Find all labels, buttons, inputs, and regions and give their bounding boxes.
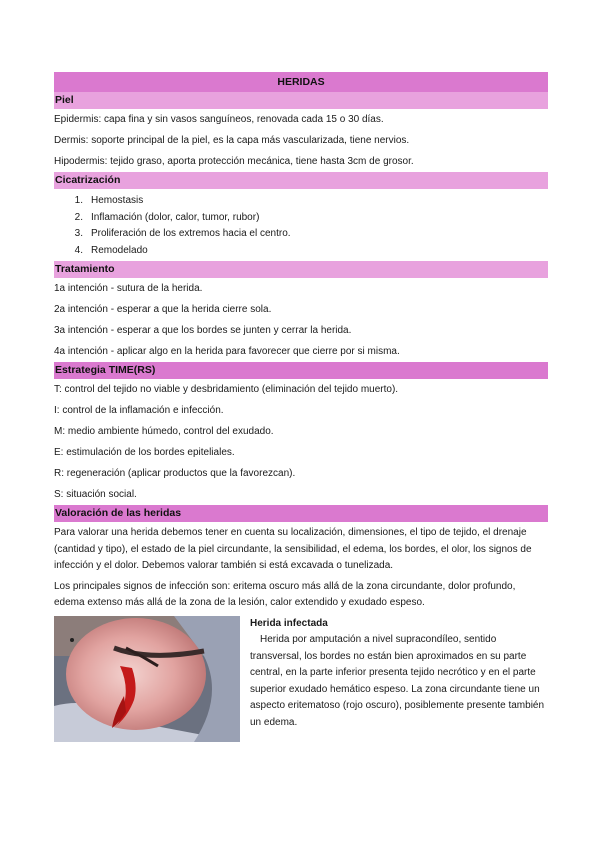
list-number: 3. — [74, 228, 83, 239]
section-heading-piel: Piel — [54, 92, 548, 109]
time-line: R: regeneración (aplicar productos que la favorezcan). — [54, 467, 296, 479]
list-item — [54, 226, 548, 243]
piel-line: Dermis: soporte principal de la piel, es la capa más vascularizada, tiene nervios. — [54, 134, 410, 146]
time-line: S: situación social. — [54, 488, 137, 500]
tratamiento-line: 4a intención - aplicar algo en la herida para favorecer que cierre por si misma. — [54, 345, 400, 357]
tratamiento-line: 1a intención - sutura de la herida. — [54, 282, 203, 294]
list-item — [54, 210, 548, 227]
figure — [54, 616, 548, 742]
document-page — [54, 72, 548, 742]
section-heading-cicatrizacion: Cicatrización — [54, 172, 548, 189]
section-heading-tratamiento: Tratamiento — [54, 261, 548, 278]
caption-title: Herida infectada — [250, 617, 328, 629]
figure-caption — [250, 616, 548, 742]
list-item — [54, 193, 548, 210]
list-number: 4. — [74, 244, 83, 256]
section-heading-time: Estrategia TIME(RS) — [54, 362, 548, 379]
time-line: I: control de la inflamación e infección. — [54, 404, 224, 416]
section-heading-valoracion: Valoración de las heridas — [54, 505, 548, 522]
wound-photo — [54, 616, 240, 742]
time-line: E: estimulación de los bordes epiteliales. — [54, 446, 235, 458]
document-title: HERIDAS — [54, 72, 548, 92]
cicatrizacion-list — [54, 189, 548, 261]
valoracion-paragraph: Para valorar una herida debemos tener en cuenta su localización, dimensiones, el tipo de tejido, el drenaje (cantidad y tipo), el estado de la piel circundante, la sensibilidad, el edema, los bordes, el olor, los signos de infección y el dolor. Debemos valorar también si está excavada o tunelizada. — [54, 527, 532, 571]
list-item — [54, 243, 548, 260]
caption-text: Herida por amputación a nivel supracondíleo, sentido transversal, los bordes no están bien aproximados en su parte central, en la parte inferior presenta tejido necrótico y en el parte superior exudado hemático espeso. La zona circundante tiene un aspecto eritematoso (rojo oscuro), posiblemente presente también un edema. — [250, 634, 545, 728]
piel-line: Hipodermis: tejido graso, aporta protección mecánica, tiene hasta 3cm de grosor. — [54, 155, 414, 167]
infection-signs-paragraph: Los principales signos de infección son: eritema oscuro más allá de la zona circundante, dolor profundo, edema extenso más allá de la zona de la lesión, calor extendido y exudado espeso. — [54, 580, 516, 608]
wound-illustration — [54, 616, 240, 742]
list-number: 1. — [74, 195, 83, 206]
list-text: Hemostasis — [91, 195, 144, 206]
list-text: Remodelado — [91, 244, 148, 256]
piel-line: Epidermis: capa fina y sin vasos sanguíneos, renovada cada 15 o 30 días. — [54, 113, 384, 125]
list-text: Inflamación (dolor, calor, tumor, rubor) — [91, 211, 260, 223]
tratamiento-line: 3a intención - esperar a que los bordes se junten y cerrar la herida. — [54, 324, 352, 336]
list-number: 2. — [74, 211, 83, 223]
list-text: Proliferación de los extremos hacia el centro. — [91, 228, 291, 239]
time-line: T: control del tejido no viable y desbridamiento (eliminación del tejido muerto). — [54, 383, 399, 395]
time-line: M: medio ambiente húmedo, control del exudado. — [54, 425, 274, 437]
tratamiento-line: 2a intención - esperar a que la herida cierre sola. — [54, 303, 272, 315]
